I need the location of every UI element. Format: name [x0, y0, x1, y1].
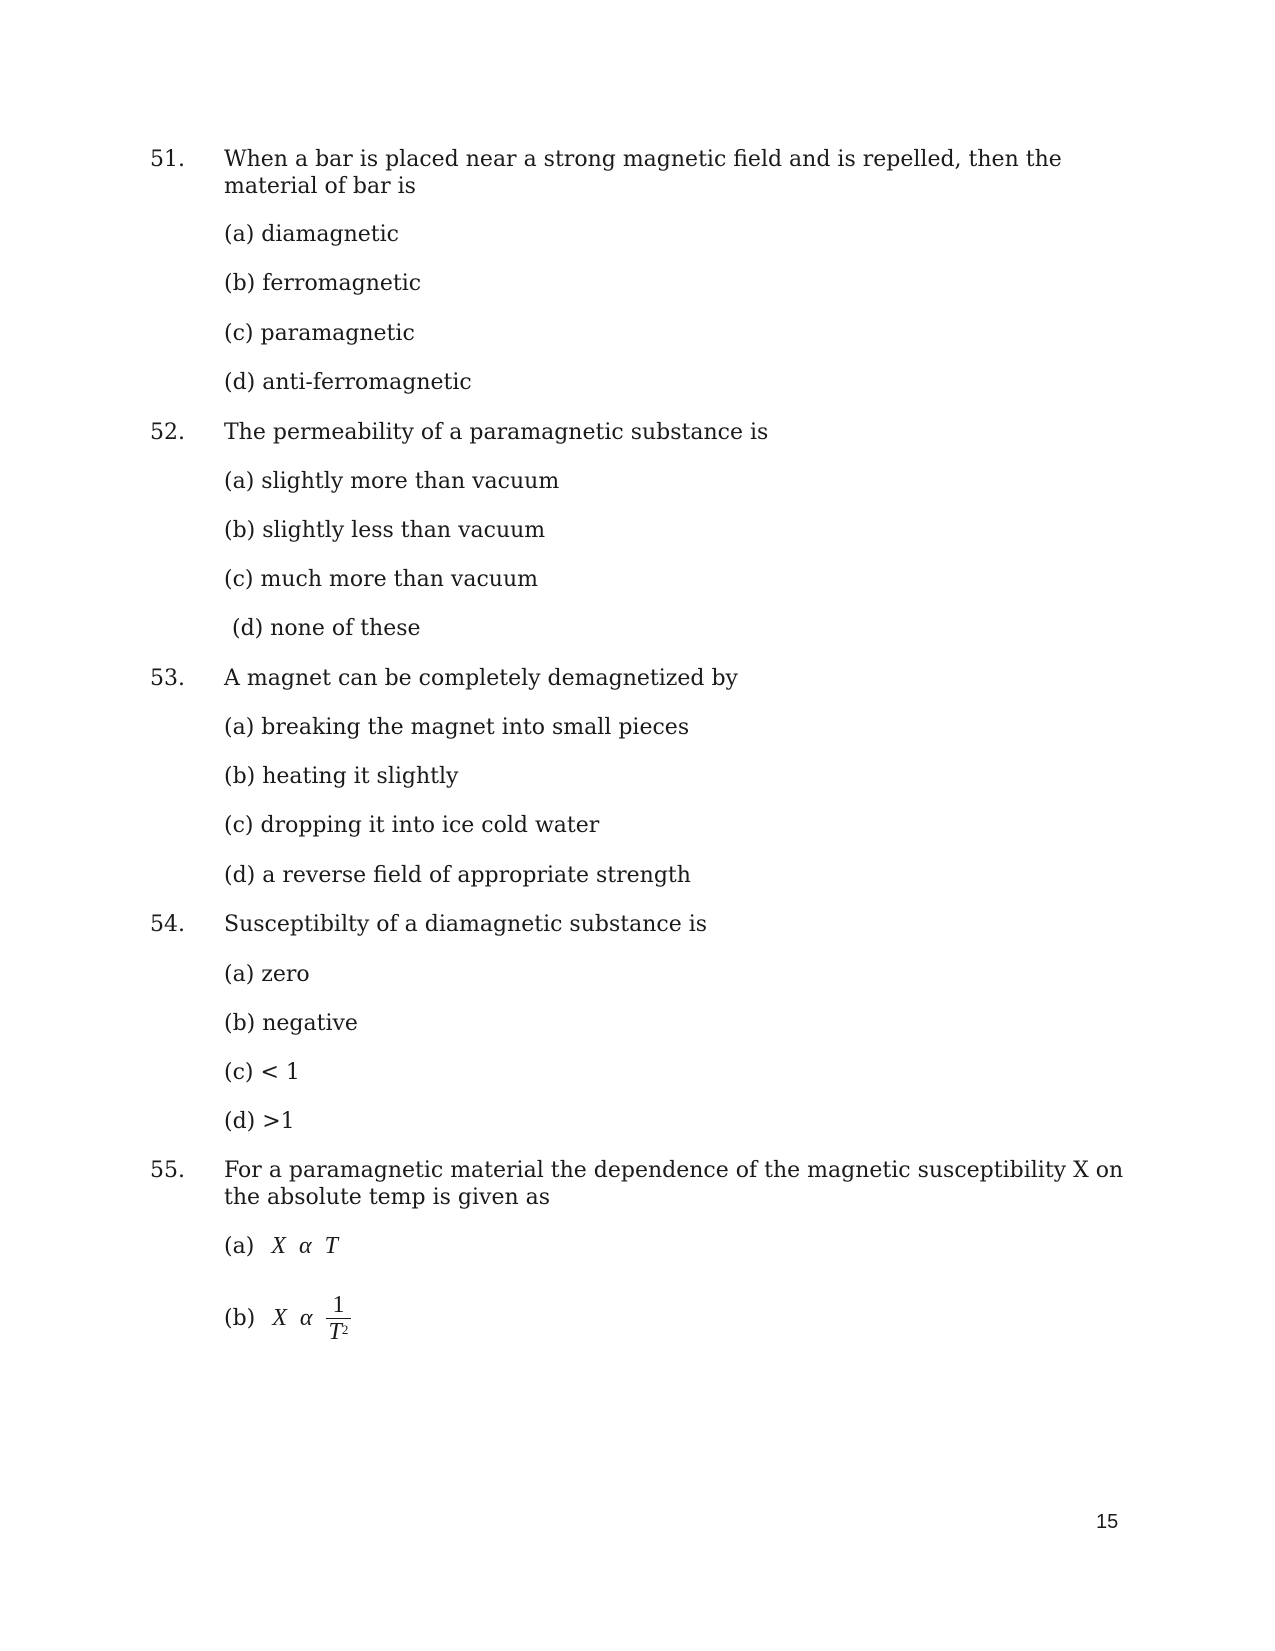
- question-text: Susceptibilty of a diamagnetic substance is: [224, 912, 708, 937]
- question-text: When a bar is placed near a strong magnetic field and is repelled, then the material of bar is: [224, 147, 1062, 199]
- question-number: 55.: [150, 1158, 185, 1183]
- question-text: A magnet can be completely demagnetized by: [224, 666, 738, 691]
- option-55-a: [224, 1233, 338, 1260]
- option-54-b: (b) negative: [224, 1011, 358, 1036]
- math-variable-x: X: [272, 1305, 287, 1331]
- denominator-exponent: 2: [341, 1322, 349, 1337]
- fraction-numerator: 1: [332, 1292, 345, 1318]
- question-number: 53.: [150, 666, 185, 691]
- proportional-symbol: α: [299, 1305, 313, 1331]
- option-51-d: (d) anti-ferromagnetic: [224, 370, 472, 395]
- option-54-c: (c) < 1: [224, 1060, 300, 1085]
- option-label: (a): [224, 1234, 255, 1259]
- page-number: 15: [1096, 1511, 1119, 1533]
- question-number: 51.: [150, 147, 185, 172]
- option-54-a: (a) zero: [224, 962, 310, 987]
- denominator-variable: T: [328, 1319, 342, 1345]
- math-variable-t: T: [324, 1233, 338, 1259]
- question-number: 54.: [150, 912, 185, 937]
- option-55-b: [224, 1292, 351, 1345]
- option-53-b: (b) heating it slightly: [224, 764, 459, 789]
- option-53-c: (c) dropping it into ice cold water: [224, 813, 600, 838]
- option-51-b: (b) ferromagnetic: [224, 271, 422, 296]
- option-52-c: (c) much more than vacuum: [224, 567, 538, 592]
- option-53-a: (a) breaking the magnet into small pieces: [224, 715, 690, 740]
- fraction-denominator: [326, 1318, 352, 1345]
- option-52-d: (d) none of these: [232, 616, 421, 641]
- question-text: The permeability of a paramagnetic substance is: [224, 420, 769, 445]
- fraction: [326, 1292, 352, 1345]
- option-53-d: (d) a reverse field of appropriate strength: [224, 863, 691, 888]
- option-51-a: (a) diamagnetic: [224, 222, 399, 247]
- option-label: (b): [224, 1306, 256, 1331]
- option-52-b: (b) slightly less than vacuum: [224, 518, 546, 543]
- proportional-symbol: α: [298, 1233, 312, 1259]
- option-54-d: (d) >1: [224, 1109, 295, 1134]
- question-number: 52.: [150, 420, 185, 445]
- option-52-a: (a) slightly more than vacuum: [224, 469, 560, 494]
- question-text: For a paramagnetic material the dependence of the magnetic susceptibility X on the absolute temp is given as: [224, 1158, 1124, 1210]
- option-51-c: (c) paramagnetic: [224, 321, 415, 346]
- math-variable-x: X: [271, 1233, 286, 1259]
